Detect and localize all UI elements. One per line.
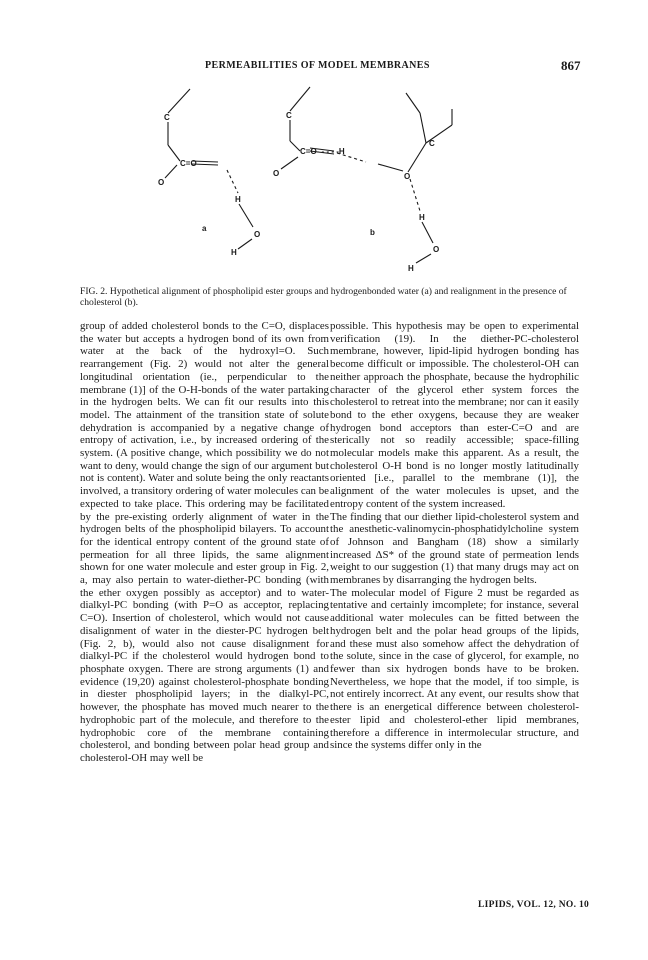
body-column-left: group of added cholesterol bonds to the C=O, displaces the water but accepts a hydrogen bond of its own from water at the back of the hydroxyl=O. Such rearrangement (Fig. 2) would not alter the general longitudinal orientation (ie., perpendicular to the membrane (1)] of the O-H-bonds of the water partaking in the hydrogen belts. We can fit our results into this model. The attainment of the transition state of solute dehydration is accompanied by a negative change of entropy of activation, i.e., by increased ordering of the system. (A positive change, which possibility we do not want to deny, would change the sign of our argument but not is content). Water and solute being the only reactants involved, a transitory ordering of water molecules can be expected to take place. This ordering may be facilitated by the pre-existing orderly alignment of water in the hydrogen belts of the phospholipid bilayers. To account for the identical entropy content of the ground state of permeation for all three lipids, the same alignment shown for one water molecule and ester group in Fig. 2, a, may also pertain to water-diether-PC bonding (with the ether oxygen possibly as acceptor) and to water-dialkyl-PC bonding (with P=O as acceptor, replacing C=O). Insertion of cholesterol, which would not cause disalignment of water in the diester-PC hydrogen belt (Fig. 2, b), would also not cause disalignment for dialkyl-PC if the cholesterol would hydrogen bond to phosphate oxygen. There are strong arguments (1) and evidence (19,20) against cholesterol-phosphate bonding in diester phospholipid layers; in the dialkyl-PC, however, the phosphate has moved much nearer to the hydrophobic part of the molecule, and therefore to the hydrophobic core of the membrane containing cholesterol, and bonding between polar head group and cholesterol-OH may well be xyxy=(80,320,329,764)
atom-o-b2: O xyxy=(404,172,411,181)
atom-o-b1: O xyxy=(273,169,280,178)
atom-h-a2: H xyxy=(231,248,237,257)
atom-o-a1: O xyxy=(158,178,165,187)
journal-footer: LIPIDS, VOL. 12, NO. 10 xyxy=(478,900,590,910)
atom-c-double-o-b: C=O- - - - -H xyxy=(300,147,345,156)
label-a: a xyxy=(202,224,207,233)
atom-o-b3: O xyxy=(433,245,440,254)
atom-c-b1: C xyxy=(286,111,292,120)
label-b: b xyxy=(370,228,375,237)
atom-c-a1: C xyxy=(164,113,170,122)
figure-2-diagram xyxy=(120,75,480,280)
page-number: 867 xyxy=(561,58,581,73)
atom-o-a2: O xyxy=(254,230,261,239)
atom-c-b2: C xyxy=(429,139,435,148)
atom-h-a1: H xyxy=(235,195,241,204)
body-column-right: possible. This hypothesis may be open to experimental verification (19). In the diether-PC-cholesterol membrane, however, lipid-lipid hydrogen bonding has become difficult or impossible. The cholesterol-OH can neither approach the phosphate, because the hydrophilic character of the glycerol ether system forces the cholesterol to retreat into the membrane; nor can it easily bond to the ether oxygens, because they are weaker hydrogen bond acceptors than ester-C=O and are sterically not so readily accessible; space-filling molecular models make this apparent. As a result, the cholesterol O-H bond is no longer mostly latitudinally oriented [i.e., parallel to the membrane (1)], the alignment of the water molecules is upset, and the entropy content of the system increased. The finding that our diether lipid-cholesterol system and the anesthetic-valinomycin-phosphatidylcholine system of Johnson and Bangham (18) show a similarly increased ΔS* of the ground state of permeation lends weight to our suggestion (1) that many drugs may act on membranes by disarranging the hydrogen belts. The molecular model of Figure 2 must be regarded as tentative and certainly imcomplete; for instance, several additional water molecules can be fitted between the hydrogen belt and the polar head groups of the lipids, and these must also somehow affect the dehydration of the solute, since in the case of glycerol, for example, no fewer than six hydrogen bonds have to be broken. Nevertheless, we hope that the model, if too simple, is not entirely incorrect. At any event, our results show that there is an energetical difference between cholesterol-ester lipid and cholesterol-ether lipid membranes, therefore a difference in intermolecular structure, and since the systems differ only in the xyxy=(330,320,579,752)
atom-h-b1: H xyxy=(419,213,425,222)
running-title: PERMEABILITIES OF MODEL MEMBRANES xyxy=(205,60,430,71)
figure-caption: FIG. 2. Hypothetical alignment of phospholipid ester groups and hydrogenbonded water (a) and realignment in the presence of cholesterol (b). xyxy=(80,286,567,308)
atom-h-b2: H xyxy=(408,264,414,273)
atom-c-double-o-a: C=O xyxy=(180,159,197,168)
